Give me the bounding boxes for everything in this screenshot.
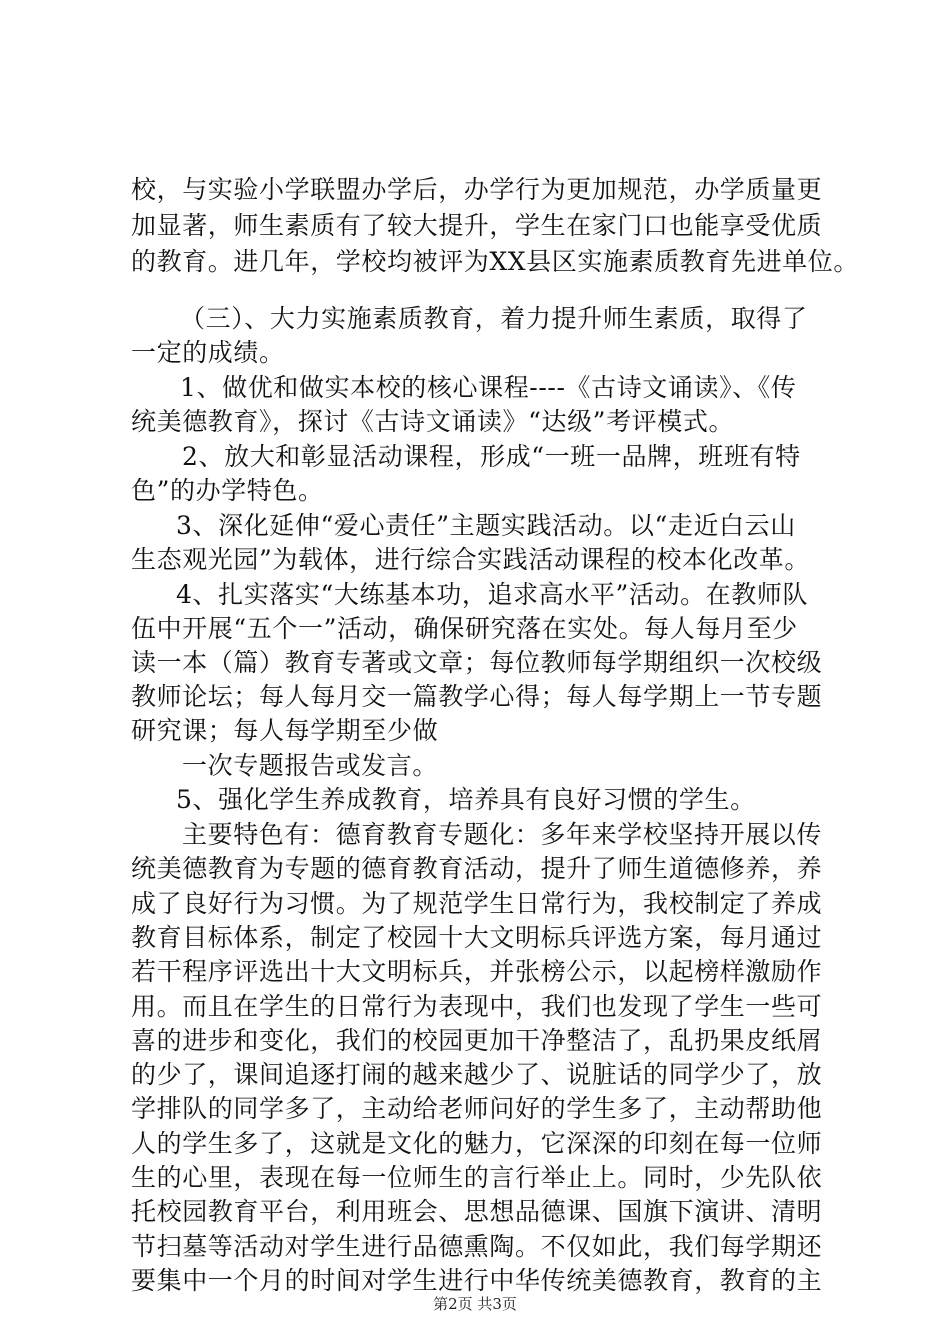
text-line: 成了良好行为习惯。为了规范学生日常行为，我校制定了养成	[131, 889, 823, 918]
page-footer: 第2页 共3页	[433, 1295, 517, 1313]
text-line: 生态观光园”为载体，进行综合实践活动课程的校本化改革。	[131, 545, 810, 574]
text-line: 研究课；每人每学期至少做	[131, 716, 439, 745]
text-line: 若干程序评选出十大文明标兵，并张榜公示，以起榜样激励作	[131, 957, 823, 986]
text-line: 加显著，师生素质有了较大提升，学生在家门口也能享受优质	[131, 211, 823, 240]
text-line: 一定的成绩。	[131, 338, 285, 367]
section-heading-line: （三）、大力实施素质教育，着力提升师生素质，取得了	[180, 304, 808, 333]
text-line: 教师论坛；每人每月交一篇教学心得；每人每学期上一节专题	[131, 682, 823, 711]
text-line: 要集中一个月的时间对学生进行中华传统美德教育，教育的主	[131, 1266, 823, 1295]
text-line: 学排队的同学多了，主动给老师问好的学生多了，主动帮助他	[131, 1094, 823, 1123]
text-line: 人的学生多了，这就是文化的魅力，它深深的印刻在每一位师	[131, 1129, 823, 1158]
text-line: 4、扎实落实“大练基本功，追求高水平”活动。在教师队	[176, 580, 809, 609]
text-line: 的教育。进几年，学校均被评为XX县区实施素质教育先进单位。	[131, 247, 859, 276]
text-line: 读一本（篇）教育专著或文章；每位教师每学期组织一次校级	[131, 648, 823, 677]
text-line: 2、放大和彰显活动课程，形成“一班一品牌，班班有特	[182, 442, 801, 471]
text-line: 一次专题报告或发言。	[182, 751, 439, 780]
text-line: 节扫墓等活动对学生进行品德熏陶。不仅如此，我们每学期还	[131, 1232, 823, 1261]
text-line: 统美德教育》，探讨《古诗文诵读》“达级”考评模式。	[131, 407, 735, 436]
text-line: 主要特色有：德育教育专题化：多年来学校坚持开展以传	[182, 820, 823, 849]
text-line: 1、做优和做实本校的核心课程----《古诗文诵读》、《传	[180, 373, 797, 402]
text-line: 校，与实验小学联盟办学后，办学行为更加规范，办学质量更	[131, 175, 823, 204]
text-line: 托校园教育平台，利用班会、思想品德课、国旗下演讲、清明	[131, 1197, 823, 1226]
text-line: 教育目标体系，制定了校园十大文明标兵评选方案，每月通过	[131, 923, 823, 952]
text-line: 色”的办学特色。	[131, 476, 324, 505]
text-line: 喜的进步和变化，我们的校园更加干净整洁了，乱扔果皮纸屑	[131, 1026, 823, 1055]
text-line: 统美德教育为专题的德育教育活动，提升了师生道德修养，养	[131, 854, 823, 883]
text-line: 用。而且在学生的日常行为表现中，我们也发现了学生一些可	[131, 992, 823, 1021]
text-line: 3、深化延伸“爱心责任”主题实践活动。以“走近白云山	[176, 511, 796, 540]
text-line: 的少了，课间追逐打闹的越来越少了、说脏话的同学少了，放	[131, 1060, 823, 1089]
text-line: 伍中开展“五个一”活动，确保研究落在实处。每人每月至少	[131, 614, 798, 643]
text-line: 生的心里，表现在每一位师生的言行举止上。同时，少先队依	[131, 1163, 823, 1192]
text-line: 5、强化学生养成教育，培养具有良好习惯的学生。	[176, 785, 756, 814]
